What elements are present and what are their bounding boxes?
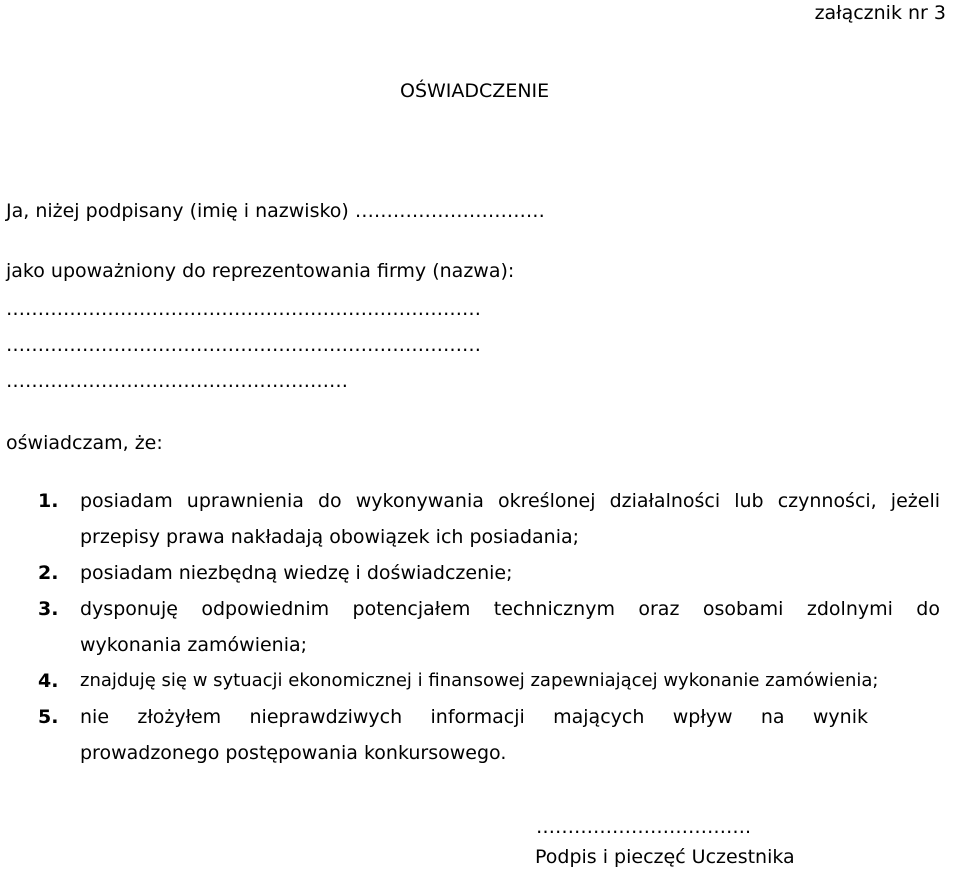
item-text-line1: dysponuję odpowiednim potencjałem technicznym oraz osobami zdolnymi do: [80, 598, 940, 620]
name-line: Ja, niżej podpisany (imię i nazwisko) …………………………: [6, 200, 545, 222]
document-title: OŚWIADCZENIE: [400, 80, 550, 102]
item-text-line2: przepisy prawa nakładają obowiązek ich posiadania;: [80, 526, 580, 548]
company-dots-3: ………………………………………………: [6, 370, 348, 392]
item-number: 1.: [38, 490, 59, 512]
declare-label: oświadczam, że:: [6, 432, 163, 454]
company-dots-1: …………………………………………………………………: [6, 298, 481, 320]
item-number: 5.: [38, 706, 59, 728]
list-item-5: [38, 706, 940, 766]
item-text-line1: posiadam uprawnienia do wykonywania określonej działalności lub czynności, jeżeli: [80, 490, 940, 512]
item-number: 4.: [38, 670, 59, 692]
signature-label: Podpis i pieczęć Uczestnika: [535, 846, 795, 868]
list-item-3: [38, 598, 940, 658]
item-text-line1: znajduję się w sytuacji ekonomicznej i finansowej zapewniającej wykonanie zamówienia;: [80, 670, 879, 691]
item-number: 2.: [38, 562, 59, 584]
item-text-line1: posiadam niezbędną wiedzę i doświadczenie;: [80, 562, 513, 584]
item-text-line1: nie złożyłem nieprawdziwych informacji mających wpływ na wynik: [80, 706, 868, 728]
company-dots-2: …………………………………………………………………: [6, 334, 481, 356]
signature-dots: …………………………….: [536, 816, 752, 838]
list-item-2: [38, 562, 940, 588]
item-number: 3.: [38, 598, 59, 620]
item-text-line2: prowadzonego postępowania konkursowego.: [80, 742, 507, 764]
list-item-1: [38, 490, 940, 550]
item-text-line2: wykonania zamówienia;: [80, 634, 308, 656]
company-line: jako upoważniony do reprezentowania firmy (nazwa):: [6, 260, 515, 282]
list-item-4: [38, 670, 940, 696]
annex-label: załącznik nr 3: [814, 2, 946, 24]
